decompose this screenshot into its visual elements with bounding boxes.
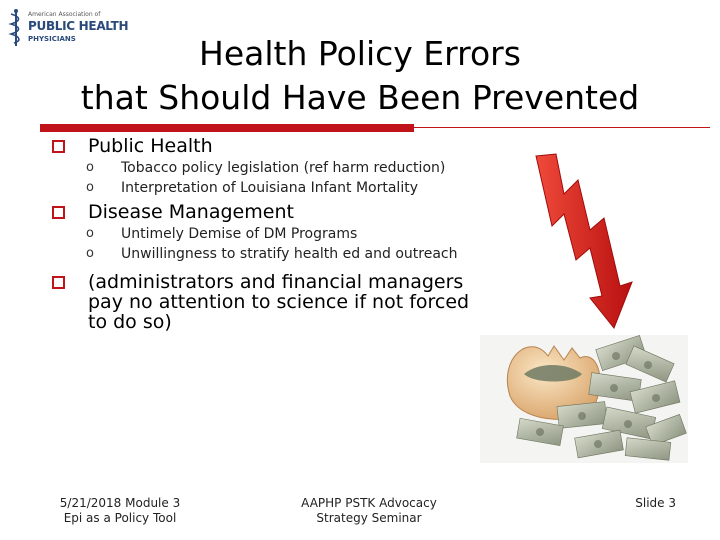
- sub-bullet-louisiana: [52, 180, 492, 196]
- footer-module-name: Epi as a Policy Tool: [63, 511, 177, 525]
- slide-title: [40, 32, 680, 120]
- square-bullet-icon: [52, 140, 65, 153]
- circle-bullet-icon: o: [86, 160, 94, 175]
- sub-bullet-dm-programs: [52, 226, 492, 242]
- bullet-public-health: [52, 136, 492, 156]
- bullet-disease-management: [52, 202, 492, 222]
- bullet-label: (administrators and financial managers pay no attention to science if not forced to do so): [88, 271, 470, 333]
- falling-arrow-broken-egg-money-illustration: [478, 150, 690, 470]
- circle-bullet-icon: o: [86, 226, 94, 241]
- sub-bullet-tobacco: [52, 160, 492, 176]
- square-bullet-icon: [52, 276, 65, 289]
- footer-date: 5/21/2018 Module 3: [59, 496, 181, 510]
- logo-line-physicians: PHYSICIANS: [28, 35, 76, 43]
- sub-bullet-text: Unwillingness to stratify health ed and outreach: [121, 246, 458, 262]
- sub-bullet-stratify: [52, 246, 492, 262]
- slide-number: Slide 3: [635, 496, 676, 510]
- footer-seminar-line-1: AAPHP PSTK Advocacy: [301, 496, 437, 510]
- title-divider-thin: [414, 127, 710, 128]
- bullet-administrators: [52, 272, 492, 332]
- slide-body: [52, 134, 492, 332]
- footer-seminar: [280, 496, 458, 526]
- logo-line-association: American Association of: [28, 11, 101, 18]
- slide-title-line-1: Health Policy Errors: [199, 34, 521, 73]
- sub-bullet-text: Tobacco policy legislation (ref harm reduction): [121, 160, 446, 176]
- slide-title-line-2: that Should Have Been Prevented: [80, 78, 640, 117]
- footer-date-module: [50, 496, 190, 526]
- circle-bullet-icon: o: [86, 246, 94, 261]
- bullet-label: Public Health: [88, 135, 213, 157]
- footer-seminar-line-2: Strategy Seminar: [316, 511, 422, 525]
- sub-bullet-text: Untimely Demise of DM Programs: [121, 226, 358, 242]
- title-divider-thick: [40, 124, 414, 132]
- sub-bullet-text: Interpretation of Louisiana Infant Mortality: [121, 180, 418, 196]
- square-bullet-icon: [52, 206, 65, 219]
- caduceus-staff-icon: [8, 8, 24, 48]
- bullet-label: Disease Management: [88, 201, 294, 223]
- circle-bullet-icon: o: [86, 180, 94, 195]
- logo-line-public-health: PUBLIC HEALTH: [28, 19, 129, 33]
